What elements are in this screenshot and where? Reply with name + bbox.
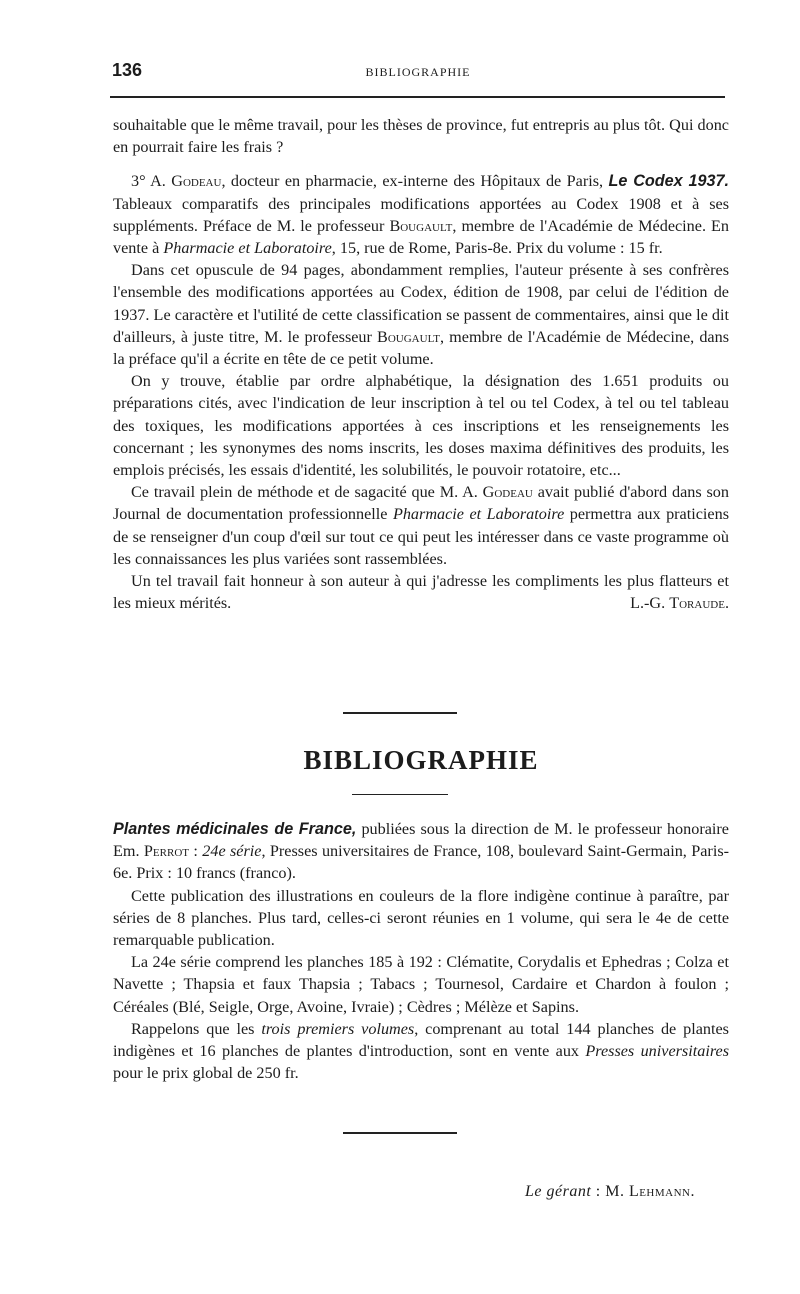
plantes-paragraph-3 [113, 1018, 729, 1085]
item-number: 3° [131, 172, 146, 191]
author-initial: A. [150, 172, 166, 191]
editor-name: Perrot [143, 842, 189, 861]
citation-text-3: , 15, rue de Rome, Paris-8e. Prix du volume : 15 fr. [331, 239, 663, 258]
signature-initials: L.-G. [630, 594, 670, 613]
header-rule [110, 96, 725, 98]
book-title: Plantes médicinales de France, [113, 820, 357, 838]
footer-separator: : M. [591, 1183, 629, 1200]
plantes-paragraph-1: Cette publication des illustrations en couleurs de la flore indigène continue à paraître, par séries de 8 planches. Plus tard, celles-ci seront réunies en 1 volume, qui sera le 4e de cette remarquable publication. [113, 886, 729, 950]
professor-name: Bougault [377, 327, 440, 346]
publisher-name: Pharmacie et Laboratoire [163, 239, 332, 258]
paragraph-text: pour le prix global de 250 fr. [113, 1064, 299, 1083]
footer-label: Le gérant [524, 1183, 592, 1200]
citation-text-3: , Presses universitaires de France, 108, boulevard Saint-Germain, Paris-6e. Prix : 10 francs (franco). [113, 842, 730, 883]
review-paragraph-1 [113, 259, 729, 370]
section-title: BIBLIOGRAPHIE [303, 745, 539, 775]
author-name-inline: Godeau [482, 483, 533, 502]
review-codex [113, 114, 729, 614]
preface-author: Bougault [389, 216, 453, 235]
citation-text-2: : [188, 842, 203, 861]
closing-rule [343, 1132, 457, 1134]
page-header [112, 60, 724, 90]
plantes-paragraph-2: La 24e série comprend les planches 185 à 192 : Clématite, Corydalis et Ephedras ; Colza et Navette ; Thapsia et faux Thapsia ; Tabacs ; Tournesol, Cardaire et Chardon à foulon ; Céréales (Blé, Seigle, Orge, Avoine, Ivraie) ; Cèdres ; Mélèze et Sapins. [113, 953, 729, 1016]
paragraph-text: Un tel travail fait honneur à son auteur à qui j'adresse les compliments les plus flatteurs et les mieux mérités. [113, 572, 729, 613]
series-number: 24e série [202, 842, 262, 861]
book-title: Le Codex 1937. [608, 172, 730, 191]
page-footer [525, 1183, 695, 1201]
continuation-paragraph: souhaitable que le même travail, pour les thèses de province, fut entrepris au plus tôt. Qui donc en pourrait faire les frais ? [113, 116, 729, 157]
publisher-name: Presses universitaires [585, 1042, 729, 1061]
citation-text-2: , membre de l'Académie de Médecine. En vente à [113, 216, 730, 258]
review-paragraph-2: On y trouve, établie par ordre alphabétique, la désignation des 1.651 produits ou préparations cités, avec l'indication de leur inscription à tel ou tel Codex, à tel ou tel tableau des toxiques, les modifications apportées à ces inscriptions et les renseignements les concernant ; les synonymes des noms inscrits, les doses maxima définitives des produits, les emplois précisés, les essais d'identité, les solubilités, le pouvoir rotatoire, etc... [113, 372, 729, 480]
author-name: Godeau [171, 172, 222, 191]
journal-name: Pharmacie et Laboratoire [392, 505, 565, 524]
section-divider-rule [343, 712, 457, 714]
paragraph-text: Ce travail plein de méthode et de sagacité que M. A. [131, 483, 483, 502]
running-title: BIBLIOGRAPHIE [365, 65, 471, 79]
title-underline [352, 794, 448, 795]
signature-name: Toraude. [669, 594, 729, 613]
page-number: 136 [112, 60, 143, 80]
plantes-citation [113, 818, 729, 885]
paragraph-text: , membre de l'Académie de Médecine, dans la préface qu'il a écrite en tête de ce petit volume. [113, 327, 729, 369]
review-paragraph-4 [113, 570, 729, 614]
citation-text-1: Tableaux comparatifs des principales modifications apportées au Codex 1908 et à ses suppléments. Préface de M. le professeur [113, 194, 729, 235]
codex-citation [113, 170, 729, 259]
manager-name: Lehmann. [628, 1183, 695, 1200]
paragraph-text: avait publié d'abord dans son Journal de documentation professionnelle [113, 483, 729, 524]
paragraph-text: Rappelons que les [131, 1019, 262, 1038]
paragraph-text: , comprenant au total 144 planches de plantes indigènes et 16 planches de plantes d'introduction, sont en vente aux [113, 1019, 729, 1061]
author-description: , docteur en pharmacie, ex-interne des Hôpitaux de Paris, [221, 172, 604, 191]
paragraph-text: Dans cet opuscule de 94 pages, abondamment remplies, l'auteur présente à ses confrères l'ensemble des modifications apportées au Codex, édition de 1908, par celui de l'édition de 1937. Le caractère et l'utilité de cette classification se passent de commentaires, ainsi que le dit d'ailleurs, à juste titre, M. le professeur [113, 261, 729, 346]
reviewer-signature [612, 592, 729, 614]
citation-text-1: publiées sous la direction de M. le professeur honoraire Em. [113, 820, 729, 861]
review-plantes [113, 818, 729, 1084]
volumes-emphasis: trois premiers volumes [261, 1019, 415, 1038]
paragraph-text: permettra aux praticiens de se renseigner d'un coup d'œil sur tout ce qui peut les intéresser dans ce vaste programme où les connaissances les plus variées sont rassemblées. [113, 505, 729, 568]
review-paragraph-3 [113, 481, 729, 570]
